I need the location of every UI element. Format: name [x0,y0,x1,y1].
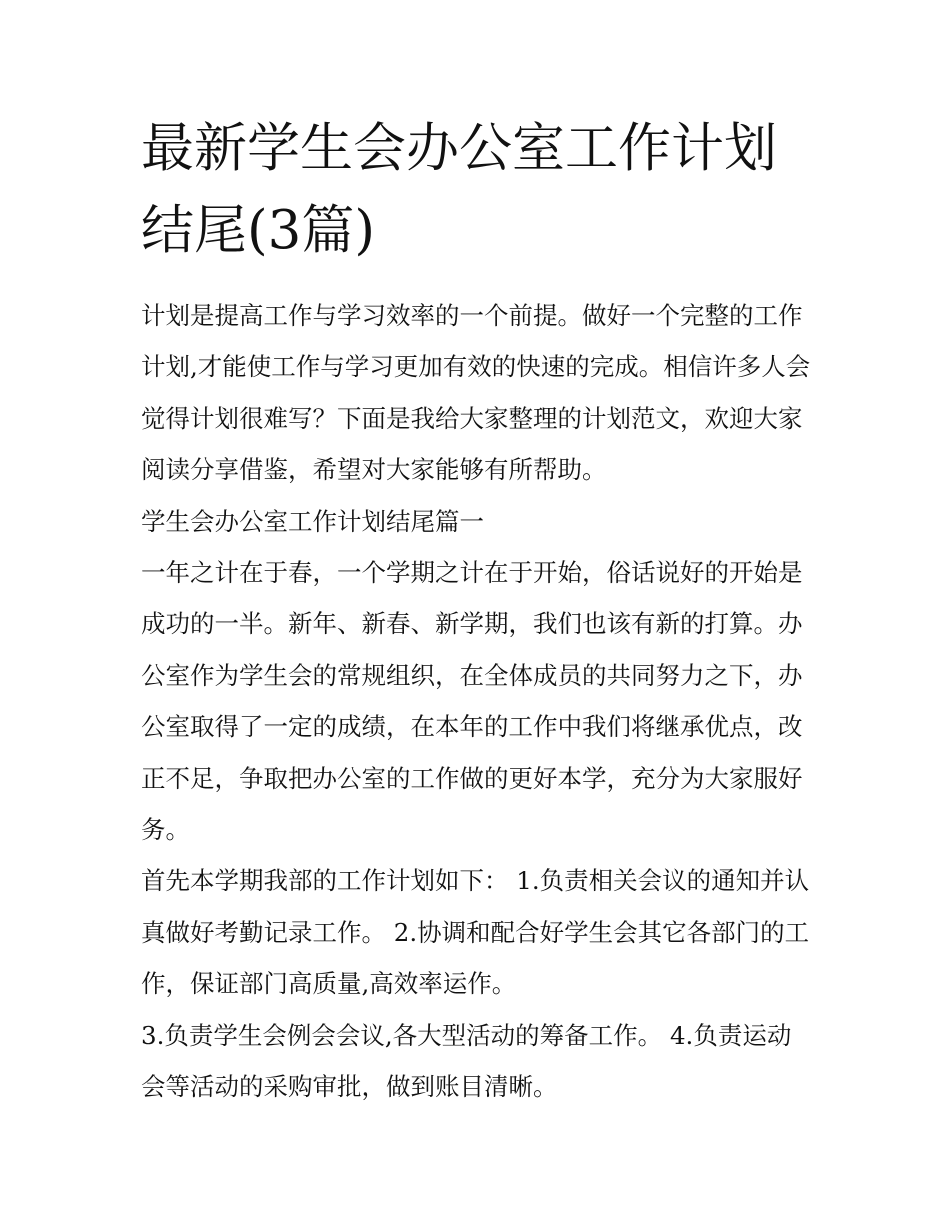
plan-list-paragraph: 首先本学期我部的工作计划如下： 1.负责相关会议的通知并认真做好考勤记录工作。 2.协调和配合好学生会其它各部门的工作，保证部门高质量,高效率运作。 [141,866,810,999]
body-paragraph: 一年之计在于春，一个学期之计在于开始，俗话说好的开始是成功的一半。新年、新春、新学期，我们也该有新的打算。办公室作为学生会的常规组织，在全体成员的共同努力之下，办公室取得了一定的成绩，在本年的工作中我们将继承优点，改正不足，争取把办公室的工作做的更好本学，充分为大家服好务。 [141,558,803,845]
section-heading: 学生会办公室工作计划结尾篇一 [141,506,484,536]
document-content [141,108,811,1113]
intro-paragraph: 计划是提高工作与学习效率的一个前提。做好一个完整的工作计划,才能使工作与学习更加有效的快速的完成。相信许多人会觉得计划很难写？下面是我给大家整理的计划范文，欢迎大家阅读分享借鉴，希望对大家能够有所帮助。 [141,301,811,485]
plan-list-paragraph-continued: 3.负责学生会例会会议,各大型活动的筹备工作。 4.负责运动会等活动的采购审批，做到账目清晰。 [141,1020,792,1102]
document-title: 最新学生会办公室工作计划结尾(3篇) [141,118,777,261]
